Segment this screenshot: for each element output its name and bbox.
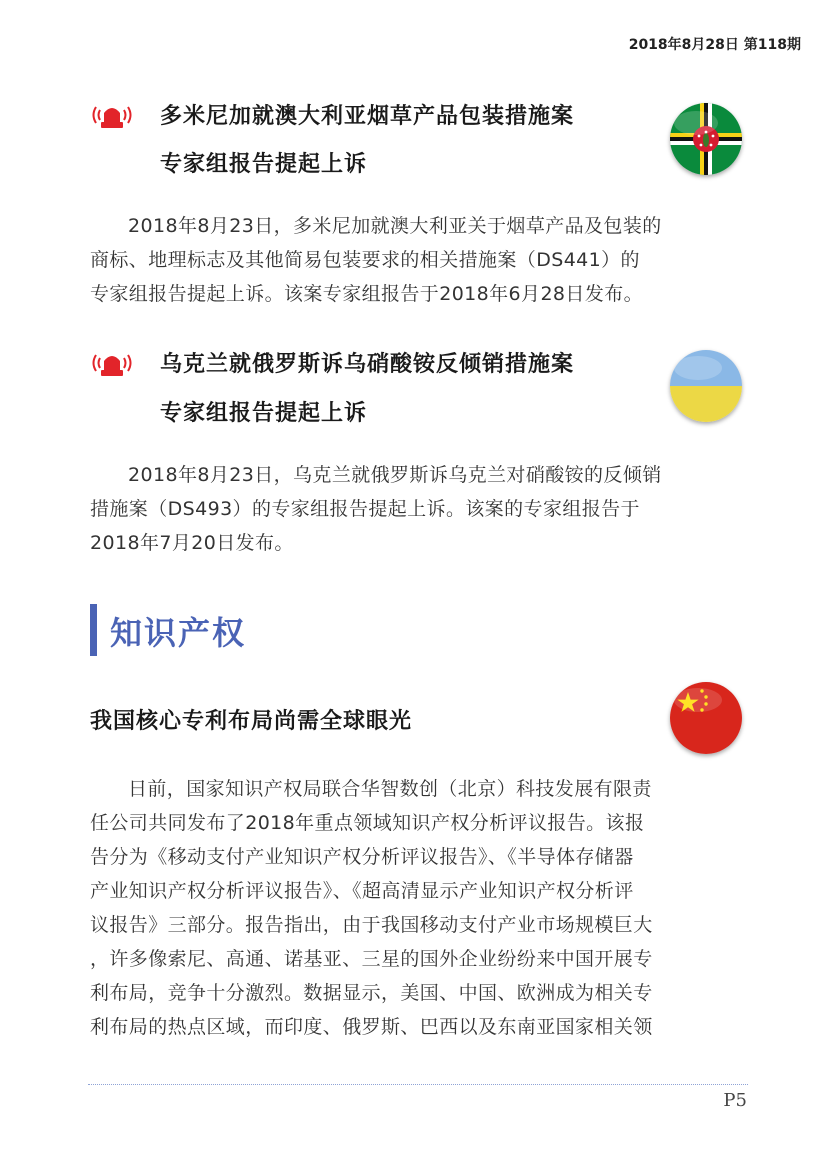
article-body bbox=[90, 209, 745, 311]
body-line: 2018年8月23日，多米尼加就澳大利亚关于烟草产品及包装的 bbox=[128, 215, 662, 237]
body-line: 利布局，竞争十分激烈。数据显示，美国、中国、欧洲成为相关专 bbox=[90, 982, 653, 1004]
body-line: 利布局的热点区域，而印度、俄罗斯、巴西以及东南亚国家相关领 bbox=[90, 1016, 653, 1038]
page-number: P5 bbox=[723, 1090, 747, 1111]
article-body bbox=[90, 458, 745, 560]
article-body bbox=[90, 772, 745, 1044]
body-line: 任公司共同发布了2018年重点领域知识产权分析评议报告。该报 bbox=[90, 812, 645, 834]
ukraine-flag-icon bbox=[670, 350, 742, 422]
section-marker bbox=[90, 604, 97, 656]
body-line: 产业知识产权分析评议报告》、《超高清显示产业知识产权分析评 bbox=[90, 880, 634, 902]
section-title: 知识产权 bbox=[110, 614, 247, 652]
body-line: 2018年8月23日，乌克兰就俄罗斯诉乌克兰对硝酸铵的反倾销 bbox=[128, 464, 662, 486]
body-line: ，许多像索尼、高通、诺基亚、三星的国外企业纷纷来中国开展专 bbox=[90, 948, 653, 970]
body-line: 议报告》三部分。报告指出，由于我国移动支付产业市场规模巨大 bbox=[90, 914, 653, 936]
dominica-flag-icon bbox=[670, 103, 742, 175]
article-title: 我国核心专利布局尚需全球眼光 bbox=[90, 709, 413, 734]
body-line: 措施案（DS493）的专家组报告提起上诉。该案的专家组报告于 bbox=[90, 498, 640, 520]
body-line: 日前，国家知识产权局联合华智数创（北京）科技发展有限责 bbox=[128, 778, 652, 800]
article-title-line1: 多米尼加就澳大利亚烟草产品包装措施案 bbox=[160, 104, 575, 129]
alarm-icon bbox=[90, 102, 134, 132]
alarm-icon bbox=[90, 350, 134, 380]
article-title-line1: 乌克兰就俄罗斯诉乌硝酸铵反倾销措施案 bbox=[160, 352, 575, 377]
article-title-line2: 专家组报告提起上诉 bbox=[160, 152, 368, 177]
body-line: 2018年7月20日发布。 bbox=[90, 532, 294, 554]
body-line: 商标、地理标志及其他简易包装要求的相关措施案（DS441）的 bbox=[90, 249, 640, 271]
body-line: 专家组报告提起上诉。该案专家组报告于2018年6月28日发布。 bbox=[90, 283, 644, 305]
body-line: 告分为《移动支付产业知识产权分析评议报告》、《半导体存储器 bbox=[90, 846, 634, 868]
footer-divider bbox=[88, 1084, 748, 1085]
article-title-line2: 专家组报告提起上诉 bbox=[160, 401, 368, 426]
china-flag-icon bbox=[670, 682, 742, 754]
issue-date: 2018年8月28日 第118期 bbox=[628, 37, 801, 53]
